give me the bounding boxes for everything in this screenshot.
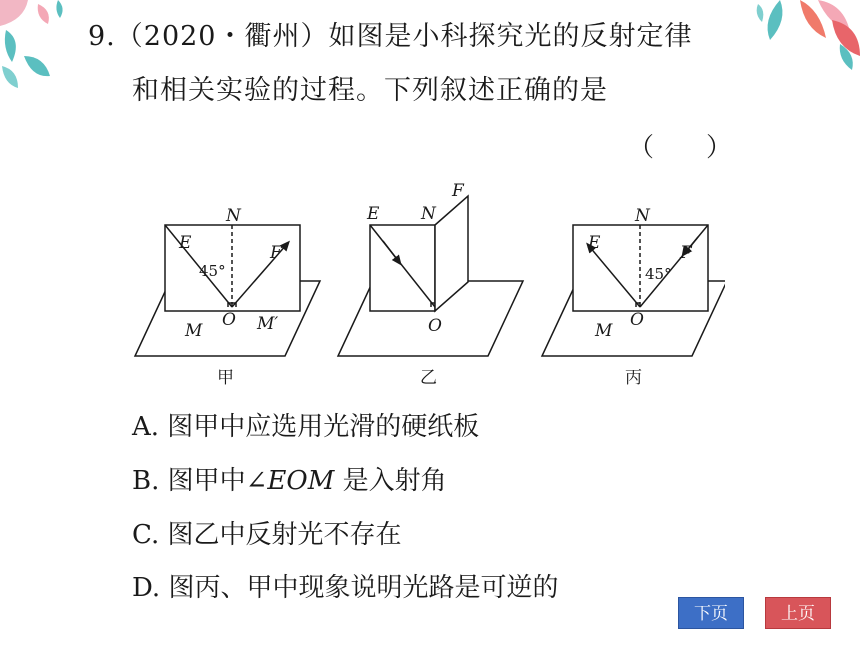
- reflection-diagrams: [125, 176, 725, 391]
- label-M-bing: M: [595, 321, 613, 341]
- label-N-yi: N: [421, 204, 436, 224]
- angle-label-jia: 45°: [199, 262, 226, 280]
- option-b: [132, 465, 447, 497]
- label-F-bing: F: [680, 243, 692, 263]
- label-F-yi: F: [452, 181, 464, 201]
- caption-bing: 丙: [625, 368, 642, 388]
- question-number: 9.: [88, 21, 116, 52]
- caption-jia: 甲: [217, 368, 234, 388]
- label-O-bing: O: [630, 310, 644, 330]
- option-b-suffix: 是入射角: [334, 466, 447, 496]
- option-b-prefix: B. 图甲中∠: [132, 466, 268, 496]
- label-F-jia: F: [270, 243, 282, 263]
- label-Mprime-jia: M′: [257, 314, 279, 334]
- option-a: A. 图甲中应选用光滑的硬纸板: [132, 412, 480, 442]
- label-O-jia: O: [222, 310, 236, 330]
- question-stem-part2: 和相关实验的过程。下列叙述正确的是: [132, 75, 608, 106]
- label-O-yi: O: [428, 316, 442, 336]
- label-E-jia: E: [179, 233, 192, 253]
- top-left-leaf-decoration: [0, 0, 80, 95]
- next-page-button[interactable]: 下页: [678, 597, 744, 629]
- label-N-bing: N: [635, 206, 650, 226]
- option-c: C. 图乙中反射光不存在: [132, 520, 402, 550]
- label-E-yi: E: [367, 204, 380, 224]
- answer-blank: （ ）: [627, 133, 732, 163]
- top-right-flower-decoration: [740, 0, 860, 80]
- question-stem-part1: 如图是小科探究光的反射定律: [328, 21, 693, 52]
- question-line-1: [88, 20, 692, 54]
- angle-label-bing: 45°: [645, 265, 672, 283]
- label-N-jia: N: [226, 206, 241, 226]
- option-b-variable: EOM: [267, 466, 335, 496]
- previous-page-button[interactable]: 上页: [765, 597, 831, 629]
- option-d: D. 图丙、甲中现象说明光路是可逆的: [132, 573, 559, 603]
- caption-yi: 乙: [420, 368, 437, 388]
- diagram-bing: [542, 225, 725, 356]
- question-source: （2020・衢州）: [115, 21, 329, 52]
- optics-figure: [125, 176, 725, 395]
- label-M-jia: M: [185, 321, 203, 341]
- label-E-bing: E: [588, 233, 601, 253]
- diagram-jia: [135, 225, 320, 356]
